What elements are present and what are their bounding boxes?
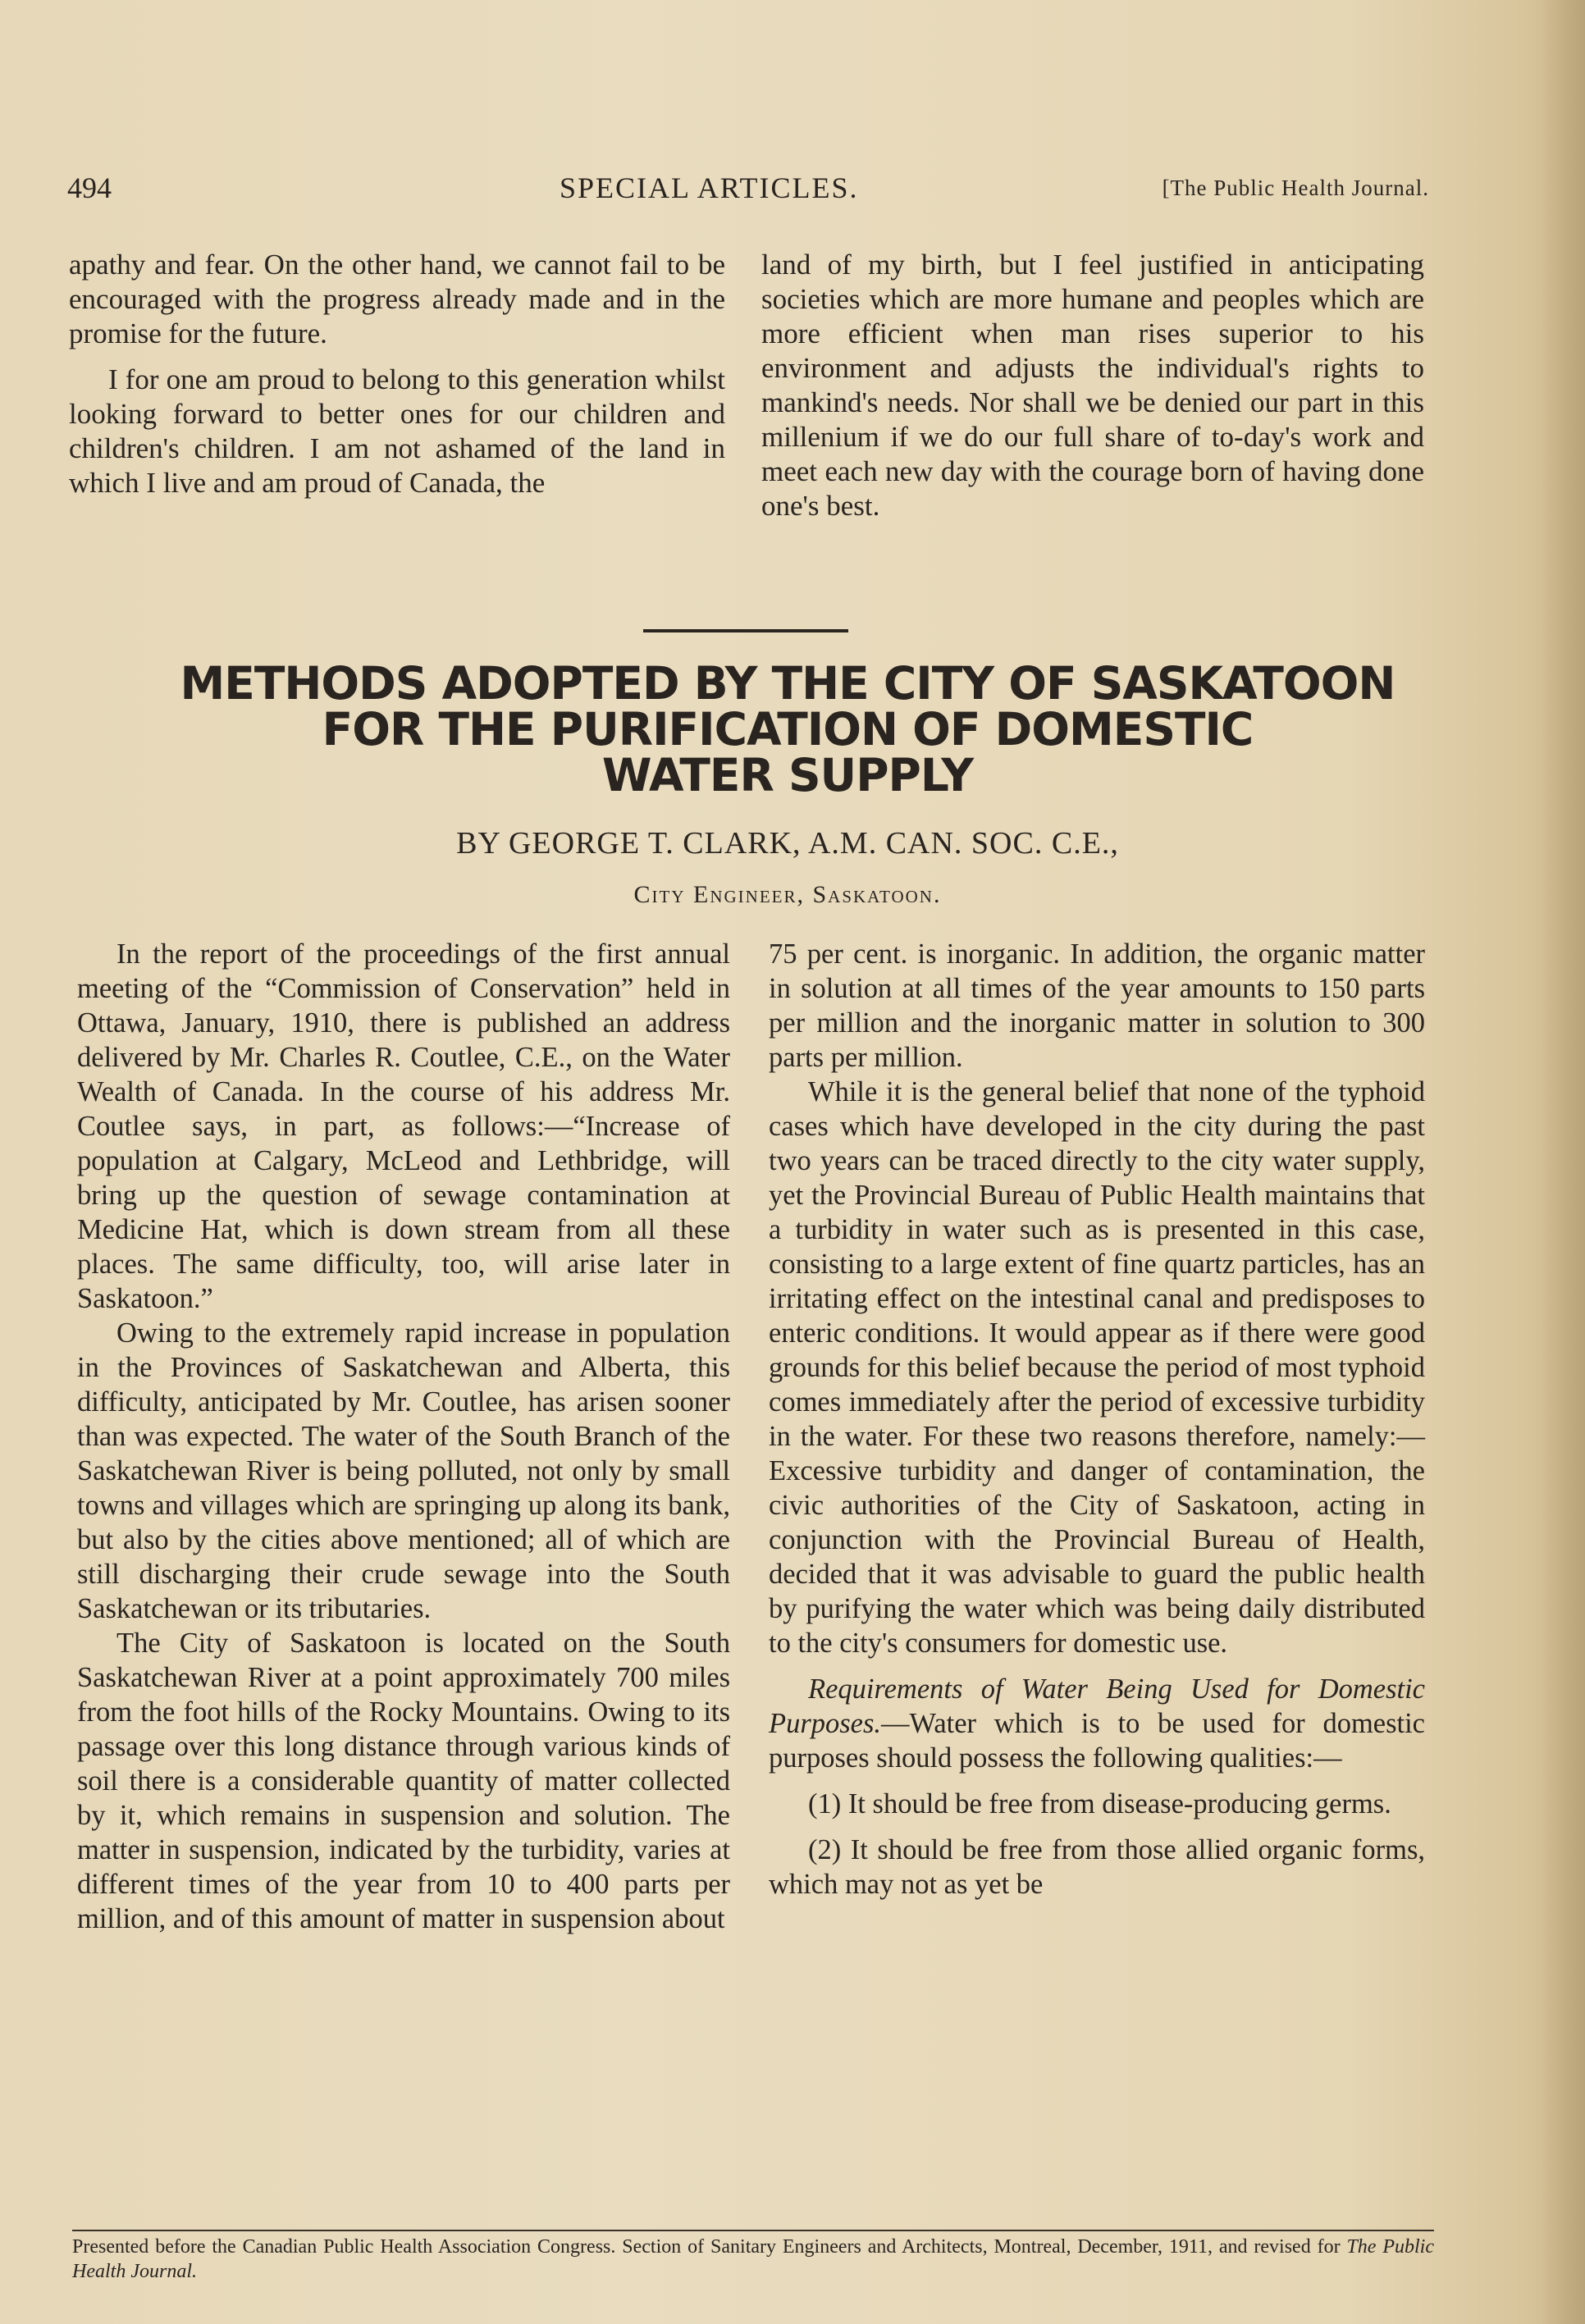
article-title-line: FOR THE PURIFICATION OF DOMESTIC (322, 703, 1254, 756)
article-left-column (77, 937, 730, 1936)
article-byline: BY GEORGE T. CLARK, A.M. CAN. SOC. C.E., (456, 826, 1119, 861)
article-paragraph: While it is the general belief that none of the typhoid cases which have developed in the city during the past two years can be traced directly to the city water supply, yet the Provincial Bureau of Public Health maintains that a turbidity in water such as is presented in this case, consisting to a large extent of fine quartz particles, has an irritating effect on the intestinal canal and predisposes to enteric conditions. It would appear as if there were good grounds for this belief because the period of most typhoid comes immediately after the period of excessive turbidity in the water. For these two reasons therefore, namely:—Excessive turbidity and danger of contamination, the civic authorities of the City of Saskatoon, acting in conjunction with the Provincial Bureau of Health, decided that it was advisable to guard the public health by purifying the water which was being daily distributed to the city's consumers for domestic use. (769, 1076, 1425, 1659)
article-right-column (769, 937, 1425, 1902)
page-edge-shadow (1540, 0, 1585, 2324)
section-divider (643, 629, 848, 632)
article-paragraph: Owing to the extremely rapid increase in population in the Provinces of Saskatchewan and Alberta, this difficulty, anticipated by Mr. Coutlee, has arisen sooner than was expected. The water of the South Branch of the Saskatchewan River is being polluted, not only by small towns and villages which are springing up along its bank, but also by the cities above mentioned; all of which are still discharging their crude sewage into the South Saskatchewan or its tributaries. (77, 1317, 730, 1624)
article-paragraph: In the report of the proceedings of the first annual meeting of the “Commission of Conservation” held in Ottawa, January, 1910, there is published an address delivered by Mr. Charles R. Coutlee, C.E., on the Water Wealth of Canada. In the course of his address Mr. Coutlee says, in part, as follows:—“Increase of population at Calgary, McLeod and Lethbridge, will bring up the question of sewage contamination at Medicine Hat, which is down stream from all these places. The same difficulty, too, will arise later in Saskatoon.” (77, 938, 730, 1314)
footnote-text: Presented before the Canadian Public Health Association Congress. Section of Sanitary Engineers and Architects, Montreal, December, 1911, and revised for (72, 2236, 1347, 2258)
article-paragraph: The City of Saskatoon is located on the South Saskatchewan River at a point approximately 700 miles from the foot hills of the Rocky Mountains. Owing to its passage over this long distance through various kinds of soil there is a considerable quantity of matter collected by it, which remains in suspension and solution. The matter in suspension, indicated by the turbidity, varies at different times of the year from 10 to 400 parts per million, and of this amount of matter in suspension about (77, 1628, 730, 1934)
previous-article-left-column (69, 248, 725, 500)
previous-article-right-column (761, 248, 1424, 523)
page-number: 494 (67, 171, 112, 204)
page-header (67, 171, 1429, 212)
previous-article-paragraph: apathy and fear. On the other hand, we cannot fail to be encouraged with the progress already made and in the promise for the future. (69, 249, 725, 349)
previous-article-paragraph: land of my birth, but I feel justified in anticipating societies which are more humane and peoples which are more efficient when man rises superior to his environment and adjusts the individual's rights to mankind's needs. Nor shall we be denied our part in this millenium if we do our full share of to-day's work and meet each new day with the courage born of having done one's best. (761, 249, 1424, 522)
running-head: SPECIAL ARTICLES. (560, 171, 859, 204)
author-affiliation: City Engineer, Saskatoon. (633, 881, 942, 908)
journal-tag: [The Public Health Journal. (1162, 176, 1429, 200)
requirements-paragraph (769, 1672, 1425, 1775)
article-title-line: WATER SUPPLY (601, 749, 974, 801)
requirements-subheading: Requirements of Water Being Used for Domestic Purposes. (769, 1673, 1425, 1739)
footnote-journal: The Public Health Journal. (72, 2236, 1434, 2282)
previous-article-paragraph: I for one am proud to belong to this generation whilst looking forward to better ones for our children and children's children. I am not ashamed of the land in which I live and am proud of Canada, the (69, 363, 725, 499)
requirements-text: —Water which is to be used for domestic purposes should possess the following qualities:— (769, 1708, 1425, 1774)
footnote-rule (72, 2230, 1434, 2231)
footnote (72, 2235, 1434, 2284)
requirement-item: (1) It should be free from disease-producing germs. (808, 1788, 1391, 1819)
article-title-line: METHODS ADOPTED BY THE CITY OF SASKATOON (180, 657, 1395, 710)
requirement-item: (2) It should be free from those allied organic forms, which may not as yet be (769, 1834, 1425, 1900)
article-paragraph: 75 per cent. is inorganic. In addition, the organic matter in solution at all times of the year amounts to 150 parts per million and the inorganic matter in solution to 300 parts per million. (769, 938, 1425, 1073)
article-title (74, 657, 1501, 801)
